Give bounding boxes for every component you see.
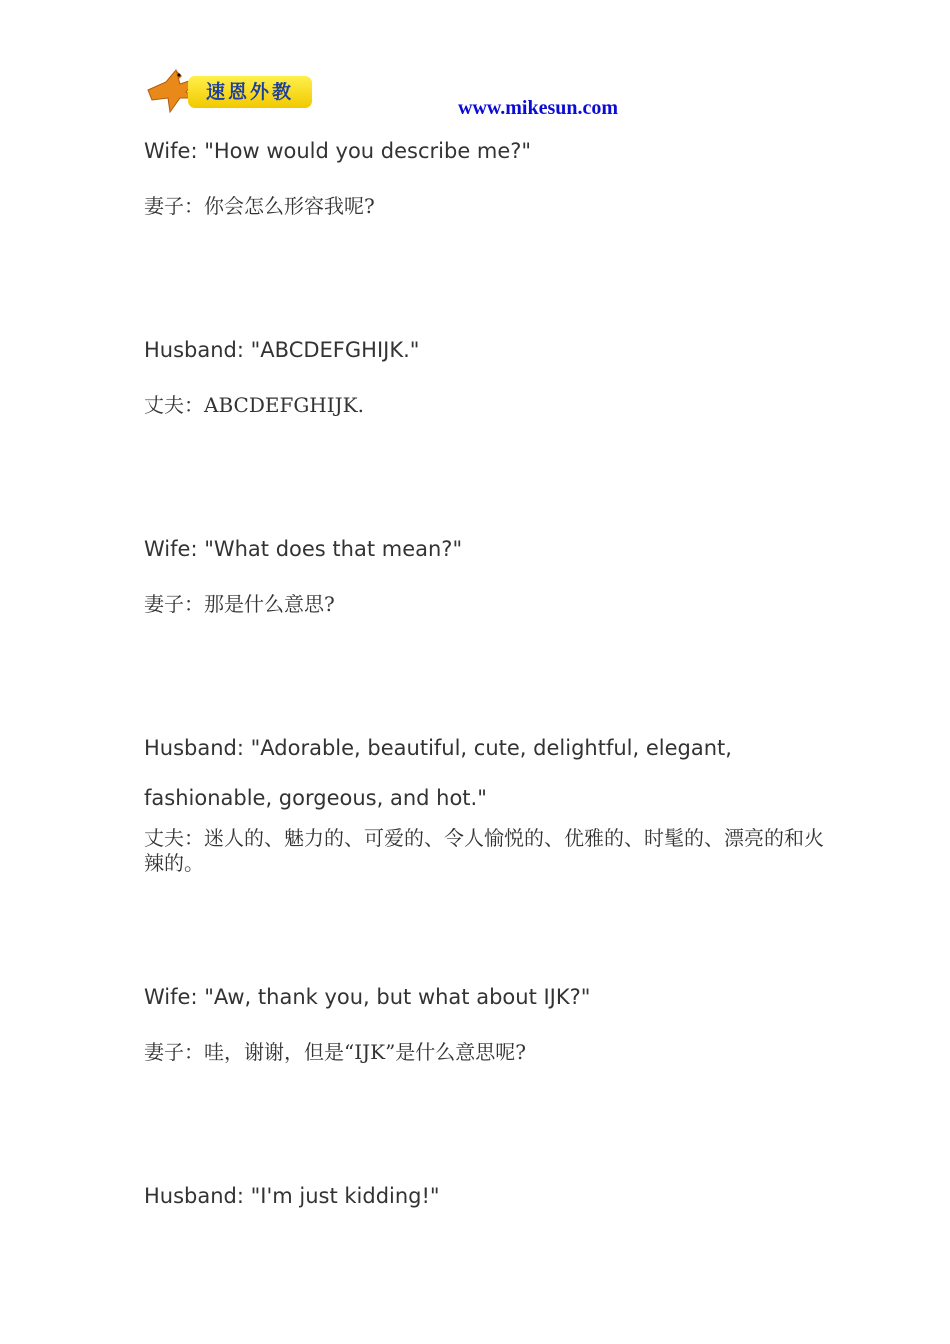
wife-line-3: Wife: "Aw, thank you, but what about IJK?" (144, 985, 591, 1009)
wife-translation-1: 妻子：你会怎么形容我呢? (144, 194, 375, 218)
husband-line-1: Husband: "ABCDEFGHIJK." (144, 338, 420, 362)
logo (146, 68, 314, 114)
husband-line-2b: fashionable, gorgeous, and hot." (144, 786, 487, 810)
wife-line-1: Wife: "How would you describe me?" (144, 139, 532, 163)
wife-line-2: Wife: "What does that mean?" (144, 537, 463, 561)
husband-translation-2: 丈夫：迷人的、魅力的、可爱的、令人愉悦的、优雅的、时髦的、漂亮的和火辣的。 (144, 826, 824, 875)
logo-text: 速恩外教 (205, 81, 294, 103)
logo-badge (188, 76, 312, 108)
husband-line-3: Husband: "I'm just kidding!" (144, 1184, 440, 1208)
wife-translation-2: 妻子：那是什么意思? (144, 592, 335, 616)
wife-translation-3: 妻子：哇，谢谢，但是“IJK”是什么意思呢? (144, 1040, 527, 1064)
husband-translation-1: 丈夫：ABCDEFGHIJK. (144, 393, 364, 417)
husband-line-2a: Husband: "Adorable, beautiful, cute, delightful, elegant, (144, 736, 732, 760)
site-url-link[interactable]: www.mikesun.com (458, 97, 619, 119)
